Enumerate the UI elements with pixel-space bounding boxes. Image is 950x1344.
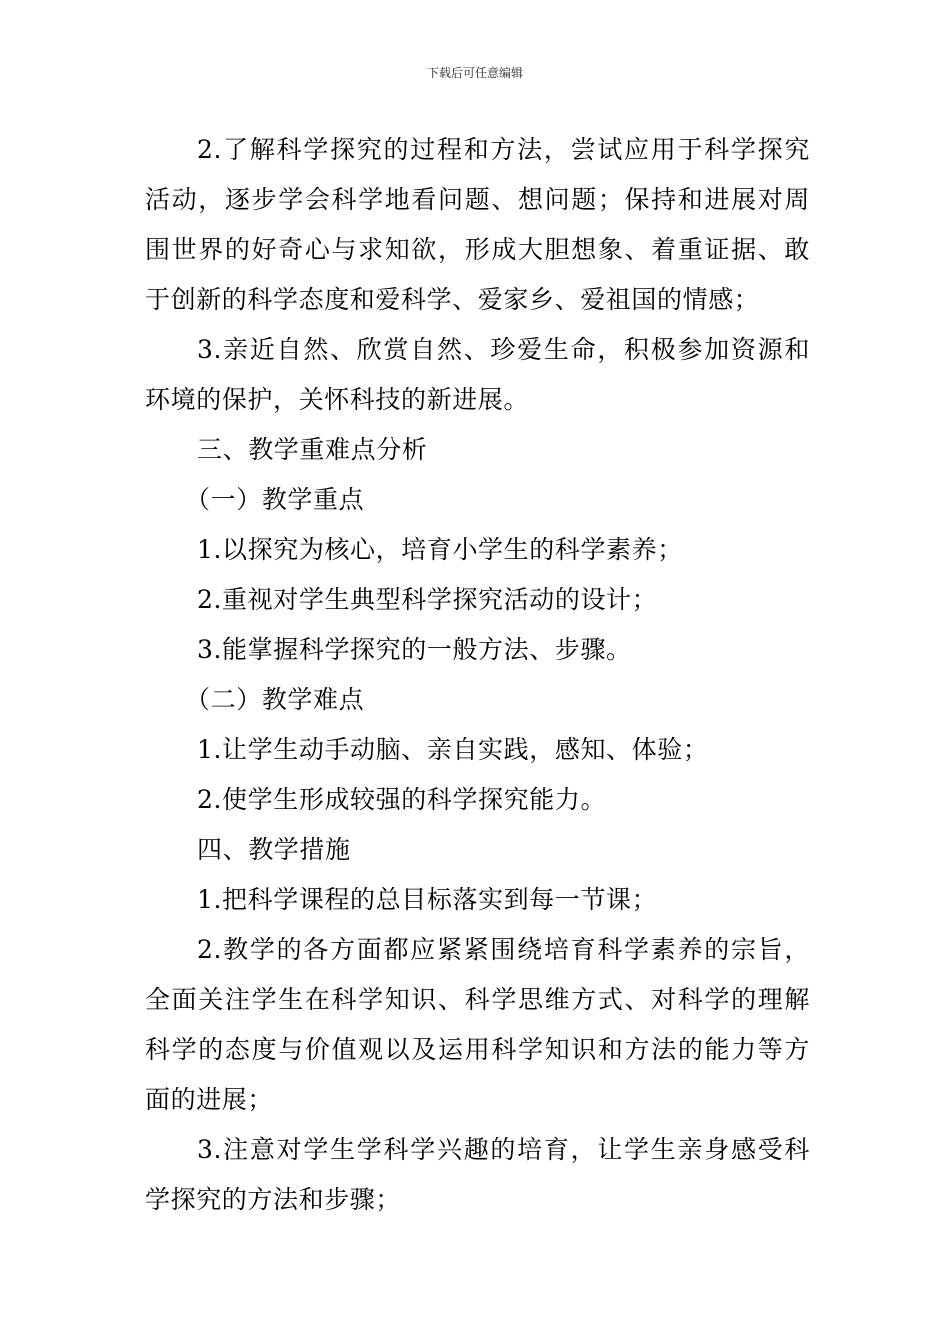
list-item-difficulty-2: 2.使学生形成较强的科学探究能力。	[197, 785, 607, 814]
paragraph-goal-2: 2.了解科学探究的过程和方法，尝试应用于科学探究活动，逐步学会科学地看问题、想问题；保持和进展对周围世界的好奇心与求知欲，形成大胆想象、着重证据、敢于创新的科学态度和爱科学、爱家乡、爱祖国的情感；	[145, 135, 810, 314]
list-item-measure-3: 3.注意对学生学科学兴趣的培育，让学生亲身感受科学探究的方法和步骤；	[145, 1135, 810, 1214]
page-header: 下载后可任意编辑	[426, 66, 523, 80]
paragraph-goal-3: 3.亲近自然、欣赏自然、珍爱生命，积极参加资源和环境的保护，关怀科技的新进展。	[145, 335, 810, 414]
list-item-focus-3: 3.能掌握科学探究的一般方法、步骤。	[197, 635, 632, 664]
subsection-heading-difficulty: （二）教学难点	[185, 685, 365, 714]
list-item-difficulty-1: 1.让学生动手动脑、亲自实践，感知、体验；	[197, 735, 709, 764]
list-item-measure-1: 1.把科学课程的总目标落实到每一节课；	[197, 885, 658, 914]
list-item-measure-2: 2.教学的各方面都应紧紧围绕培育科学素养的宗旨，全面关注学生在科学知识、科学思维方式、对科学的理解科学的态度与价值观以及运用科学知识和方法的能力等方面的进展；	[145, 935, 810, 1114]
section-heading-3: 三、教学重难点分析	[197, 435, 428, 464]
section-heading-4: 四、教学措施	[197, 835, 351, 864]
list-item-focus-1: 1.以探究为核心，培育小学生的科学素养；	[197, 535, 683, 564]
document-body	[145, 125, 810, 1225]
subsection-heading-focus: （一）教学重点	[185, 485, 365, 514]
list-item-focus-2: 2.重视对学生典型科学探究活动的设计；	[197, 585, 658, 614]
